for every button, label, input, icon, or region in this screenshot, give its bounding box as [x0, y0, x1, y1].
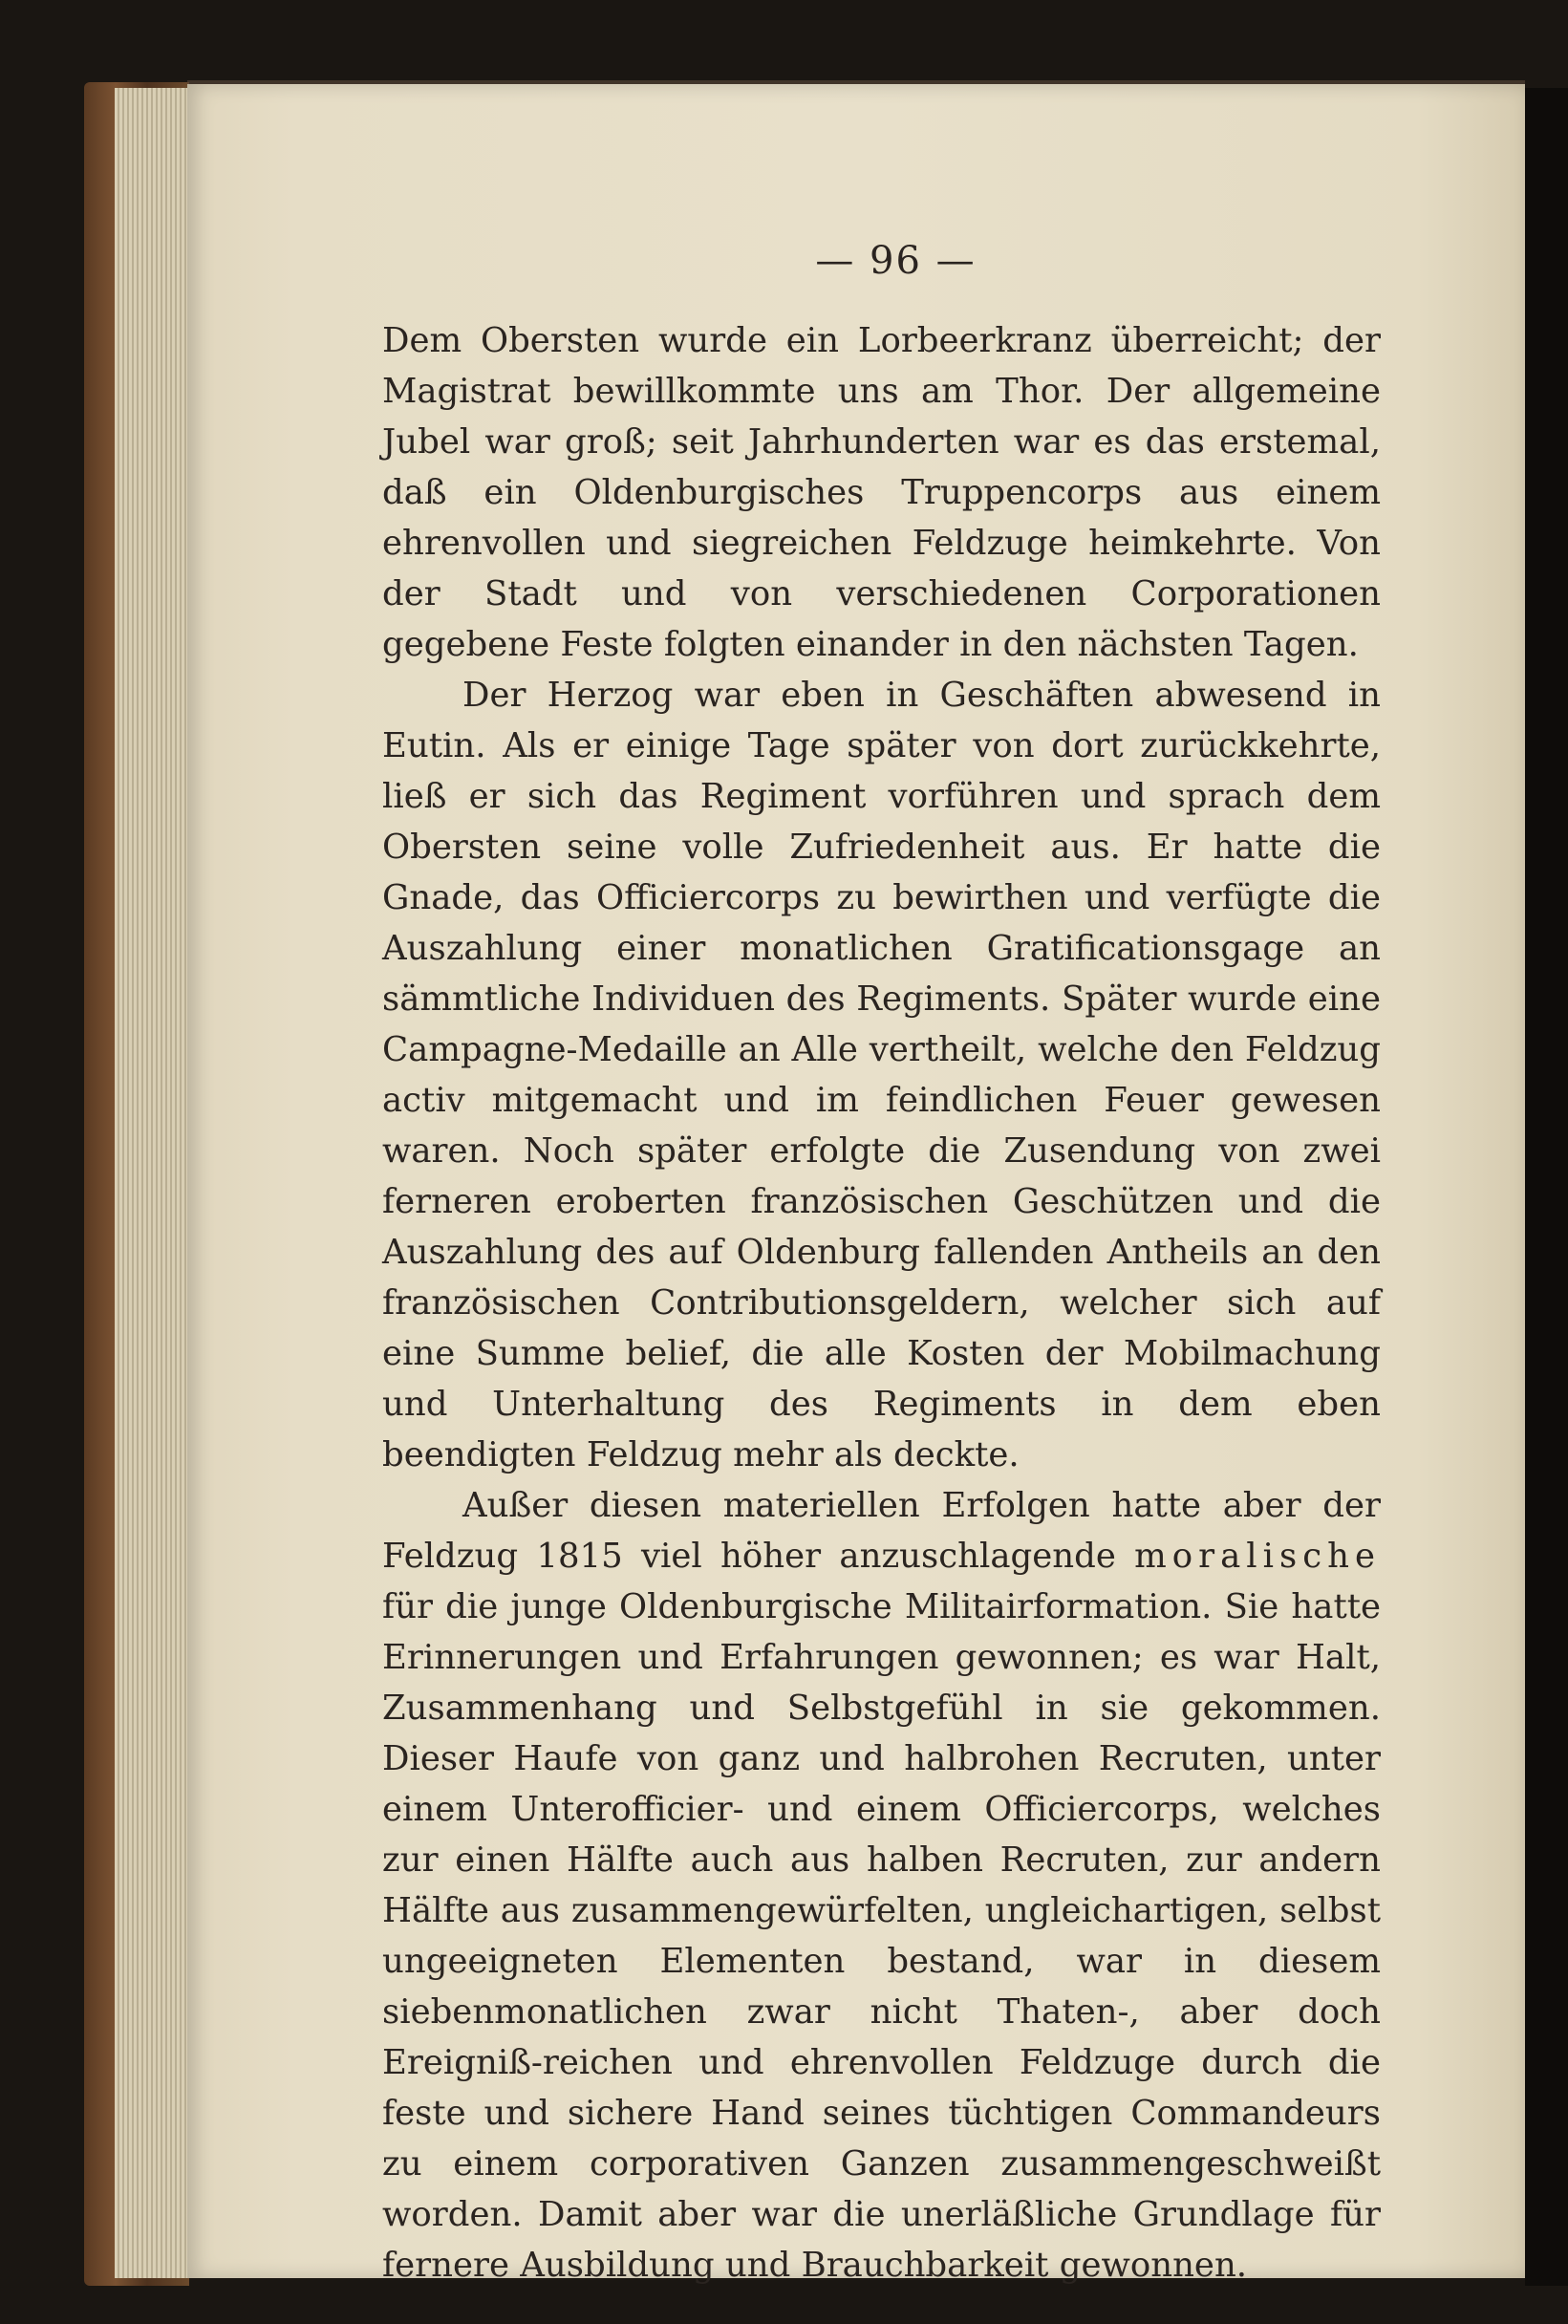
- spaced-emphasis: moralische: [1134, 1537, 1381, 1576]
- page-number: — 96 —: [815, 239, 977, 283]
- background-strip: [1525, 88, 1568, 2286]
- paragraph-2: Der Herzog war eben in Geschäften abwesend in Eutin. Als er einige Tage später von dort zurückkehrte, ließ er sich das Regiment vorführen und sprach dem Obersten seine volle Zufriedenheit aus. Er hatte die Gnade, das Officiercorps zu bewirthen und verfügte die Auszahlung einer monatlichen Gratificationsgage an sämmtliche Individuen des Regiments. Später wurde eine Campagne-Medaille an Alle vertheilt, welche den Feldzug activ mitgemacht und im feindlichen Feuer gewesen waren. Noch später erfolgte die Zusendung von zwei ferneren eroberten französischen Geschützen und die Auszahlung des auf Oldenburg fallenden Antheils an den französischen Contributionsgeldern, welcher sich auf eine Summe belief, die alle Kosten der Mobilmachung und Unterhaltung des Regiments in dem eben beendigten Feldzug mehr als deckte.: [382, 676, 1381, 1474]
- page-content: [382, 239, 1381, 2291]
- paragraph-3: [382, 1480, 1381, 2291]
- paragraph-3-part-2: für die junge Oldenburgische Militairformation. Sie hatte Erinnerungen und Erfahrungen gewonnen; es war Halt, Zusammenhang und Selbstgefühl in sie gekommen. Dieser Haufe von ganz und halbrohen Recruten, unter einem Unterofficier- und einem Officiercorps, welches zur einen Hälfte auch aus halben Recruten, zur andern Hälfte aus zusammengewürfelten, ungleichartigen, selbst ungeeigneten Elementen bestand, war in diesem siebenmonatlichen zwar nicht Thaten-, aber doch Ereigniß-reichen und ehrenvollen Feldzuge durch die feste und sichere Hand seines tüchtigen Commandeurs zu einem corporativen Ganzen zusammengeschweißt worden. Damit aber war die unerläßliche Grundlage für fernere Ausbildung und Brauchbarkeit gewonnen.: [382, 1587, 1381, 2285]
- paragraph-1: Dem Obersten wurde ein Lorbeerkranz überreicht; der Magistrat bewillkommte uns am Thor. Der allgemeine Jubel war groß; seit Jahrhunderten war es das erstemal, daß ein Oldenburgisches Truppencorps aus einem ehrenvollen und siegreichen Feldzuge heimkehrte. Von der Stadt und von verschiedenen Corporationen gegebene Feste folgten einander in den nächsten Tagen.: [382, 321, 1381, 664]
- paragraph-3-part-1: Außer diesen materiellen Erfolgen hatte aber der Feldzug 1815 viel höher anzuschlagende: [382, 1486, 1381, 1576]
